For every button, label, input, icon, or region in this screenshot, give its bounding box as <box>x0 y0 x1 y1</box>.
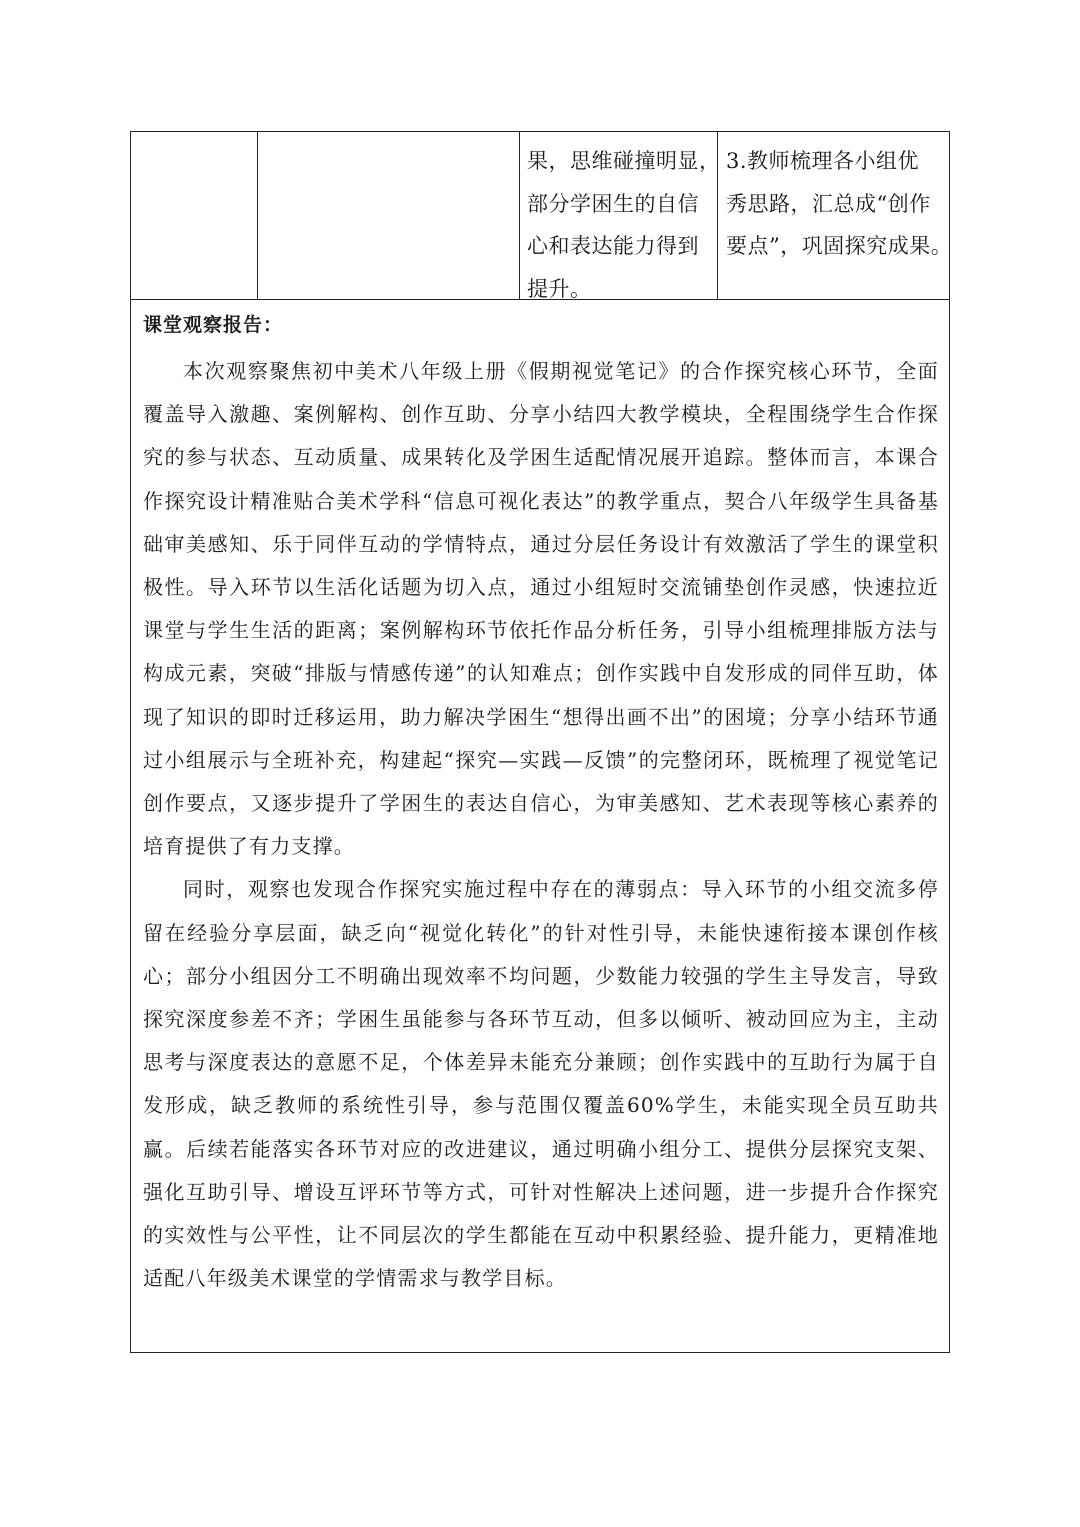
cell-text-line: 心和表达能力得到 <box>527 234 699 258</box>
cell-text-line: 3.教师梳理各小组优 <box>726 149 920 173</box>
table-row-continued <box>131 132 953 301</box>
table-cell-empty-2 <box>258 132 520 299</box>
cell-text-line: 部分学困生的自信 <box>527 191 699 216</box>
cell-text-line: 提升。 <box>527 276 592 301</box>
cell-text-line: 果，思维碰撞明显， <box>527 149 721 173</box>
report-paragraph-2: 同时，观察也发现合作探究实施过程中存在的薄弱点：导入环节的小组交流多停留在经验分享层面，缺乏向“视觉化转化”的针对性引导，未能快速衔接本课创作核心；部分小组因分工不明确出现效率不均问题，少数能力较强的学生主导发言，导致探究深度参差不齐；学困生虽能参与各环节互动，但多以倾听、被动回应为主，主动思考与深度表达的意愿不足，个体差异未能充分兼顾；创作实践中的互助行为属于自发形成，缺乏教师的系统性引导，参与范围仅覆盖60%学生，未能实现全员互助共赢。后续若能落实各环节对应的改进建议，通过明确小组分工、提供分层探究支架、强化互助引导、增设互评环节等方式，可针对性解决上述问题，进一步提升合作探究的实效性与公平性，让不同层次的学生都能在互动中积累经验、提升能力，更精准地适配八年级美术课堂的学情需求与教学目标。 <box>143 877 939 1291</box>
cell-text-line: 要点”，巩固探究成果。 <box>726 234 953 258</box>
report-title: 课堂观察报告： <box>143 314 284 336</box>
observation-table <box>130 131 953 1353</box>
report-paragraph-1: 本次观察聚焦初中美术八年级上册《假期视觉笔记》的合作探究核心环节，全面覆盖导入激趣、案例解构、创作互助、分享小结四大教学模块，全程围绕学生合作探究的参与状态、互动质量、成果转化及学困生适配情况展开追踪。整体而言，本课合作探究设计精准贴合美术学科“信息可视化表达”的教学重点，契合八年级学生具备基础审美感知、乐于同伴互动的学情特点，通过分层任务设计有效激活了学生的课堂积极性。导入环节以生活化话题为切入点，通过小组短时交流铺垫创作灵感，快速拉近课堂与学生生活的距离；案例解构环节依托作品分析任务，引导小组梳理排版方法与构成元素，突破“排版与情感传递”的认知难点；创作实践中自发形成的同伴互助，体现了知识的即时迁移运用，助力解决学困生“想得出画不出”的困境；分享小结环节通过小组展示与全班补充，构建起“探究—实践—反馈”的完整闭环，既梳理了视觉笔记创作要点，又逐步提升了学困生的表达自信心，为审美感知、艺术表现等核心素养的培育提供了有力支撑。 <box>143 359 939 859</box>
table-cell-empty-1 <box>131 132 258 299</box>
cell-text-line: 秀思路，汇总成“创作 <box>726 191 931 216</box>
table-cell-teacher-action <box>718 132 953 299</box>
report-section <box>131 300 949 1352</box>
table-cell-student-performance <box>520 132 721 301</box>
